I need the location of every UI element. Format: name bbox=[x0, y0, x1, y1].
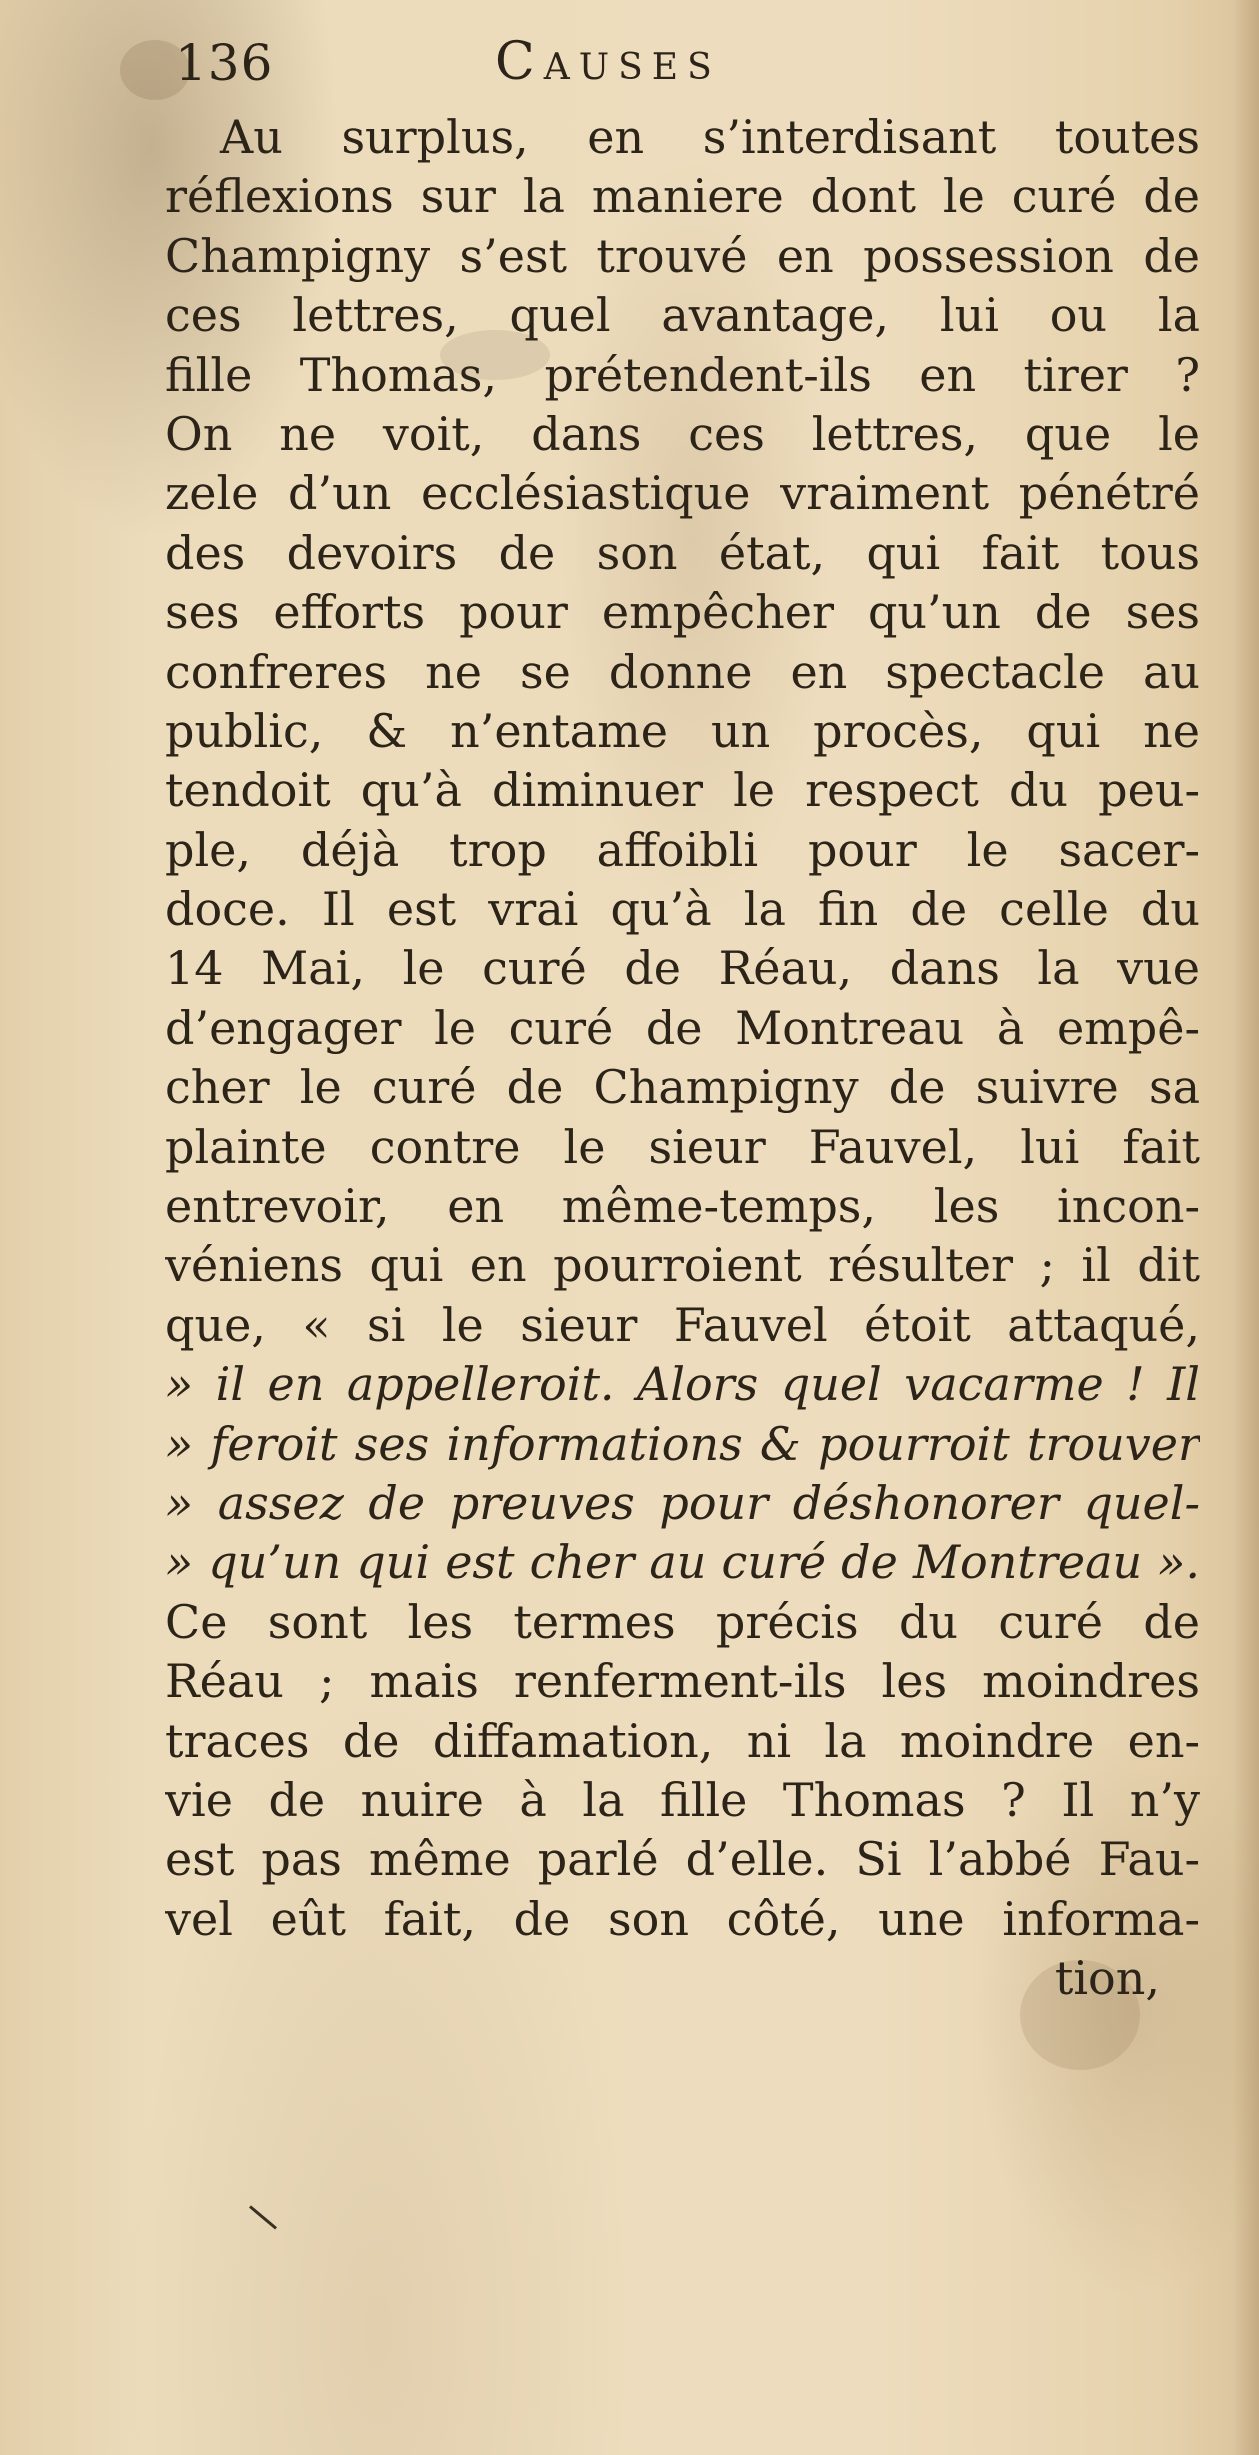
text-line: plainte contre le sieur Fauvel, lui fait bbox=[165, 1119, 1200, 1174]
text-line: Champigny s’est trouvé en possession de bbox=[165, 228, 1200, 283]
text-line: d’engager le curé de Montreau à empê- bbox=[165, 1000, 1200, 1055]
quote-line: » il en appelleroit. Alors quel vacarme ! Il bbox=[165, 1357, 1200, 1412]
text-line: Au surplus, en s’interdisant toutes bbox=[220, 110, 1200, 164]
text-line: On ne voit, dans ces lettres, que le bbox=[165, 406, 1200, 461]
body-text bbox=[165, 108, 1200, 2009]
page-edge-shadow bbox=[1233, 0, 1259, 2455]
text-line: ces lettres, quel avantage, lui ou la bbox=[165, 288, 1200, 343]
text-line: cher le curé de Champigny de suivre sa bbox=[165, 1060, 1200, 1115]
text-line: zele d’un ecclésiastique vraiment pénétré bbox=[165, 466, 1200, 521]
text-line: ses efforts pour empêcher qu’un de ses bbox=[165, 585, 1200, 640]
text-line: confreres ne se donne en spectacle au bbox=[165, 644, 1200, 699]
text-line: Réau ; mais renferment-ils les moindres bbox=[165, 1654, 1200, 1709]
text-line: des devoirs de son état, qui fait tous bbox=[165, 525, 1200, 580]
text-line: ple, déjà trop affoibli pour le sacer- bbox=[165, 822, 1200, 877]
text-line: entrevoir, en même-temps, les incon- bbox=[165, 1179, 1200, 1234]
text-line: vel eût fait, de son côté, une informa- bbox=[165, 1891, 1200, 1946]
text-line: Ce sont les termes précis du curé de bbox=[165, 1594, 1200, 1649]
text-line: doce. Il est vrai qu’à la fin de celle du bbox=[165, 882, 1200, 937]
running-header bbox=[165, 28, 1125, 108]
quote-line: » feroit ses informations & pourroit trouver bbox=[165, 1416, 1200, 1471]
text-line: fille Thomas, prétendent-ils en tirer ? bbox=[165, 347, 1200, 402]
text-line: est pas même parlé d’elle. Si l’abbé Fau- bbox=[165, 1832, 1200, 1887]
page-number: 136 bbox=[175, 34, 274, 92]
running-title: Causes bbox=[495, 32, 721, 92]
quote-line: » qu’un qui est cher au curé de Montreau ». bbox=[165, 1535, 1200, 1590]
text-line: 14 Mai, le curé de Réau, dans la vue bbox=[165, 941, 1200, 996]
catchword: tion, bbox=[1054, 1951, 1160, 2006]
pen-mark bbox=[249, 2205, 277, 2229]
text-line: public, & n’entame un procès, qui ne bbox=[165, 703, 1200, 758]
text-line: vie de nuire à la fille Thomas ? Il n’y bbox=[165, 1772, 1200, 1827]
text-line: traces de diffamation, ni la moindre en- bbox=[165, 1713, 1200, 1768]
text-line: véniens qui en pourroient résulter ; il dit bbox=[165, 1238, 1200, 1293]
text-line: que, « si le sieur Fauvel étoit attaqué, bbox=[165, 1297, 1200, 1352]
quote-line: » assez de preuves pour déshonorer quel- bbox=[165, 1475, 1200, 1530]
text-line: tendoit qu’à diminuer le respect du peu- bbox=[165, 763, 1200, 818]
text-line: réflexions sur la maniere dont le curé de bbox=[165, 169, 1200, 224]
